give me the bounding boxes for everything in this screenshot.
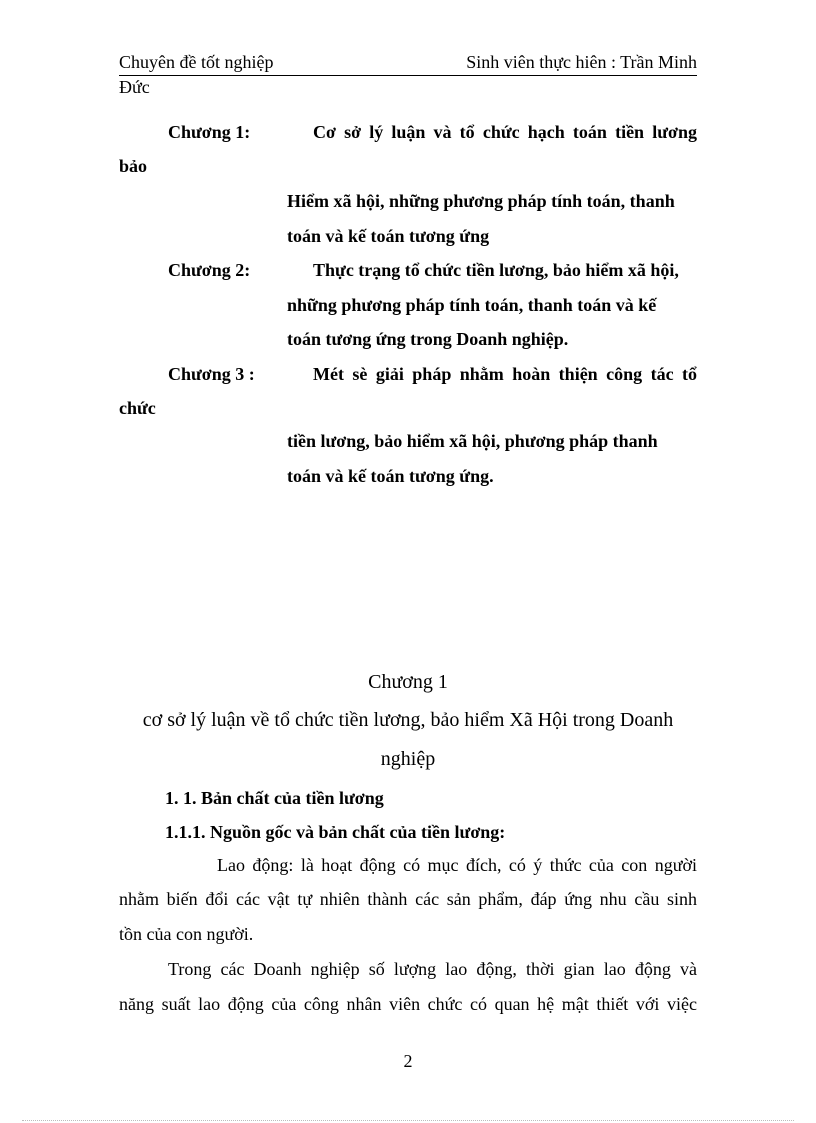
section-heading-1-1: 1. 1. Bản chất của tiền lương [165, 788, 384, 808]
paragraph-1-line-2: nhằm biến đổi các vật tự nhiên thành các sản phẩm, đáp ứng nhu cầu sinh [119, 889, 697, 909]
paragraph-1-line-1: Lao động: là hoạt động có mục đích, có ý thức của con người [217, 855, 697, 875]
outline-label-2: Chương 2: [168, 260, 251, 280]
section-heading-1-1-1: 1.1.1. Nguồn gốc và bản chất của tiền lương: [165, 822, 506, 842]
paragraph-1-line-3: tồn của con người. [119, 924, 254, 944]
outline-line-1a: Hiểm xã hội, những phương pháp tính toán, thanh [287, 191, 675, 211]
outline-first-line-2: Thực trạng tổ chức tiền lương, bảo hiểm xã hội, [313, 260, 679, 280]
outline-wrap-3: chức [119, 398, 156, 418]
outline-label-3: Chương 3 : [168, 364, 255, 384]
header-rule [119, 75, 697, 76]
outline-wrap-1: bảo [119, 156, 148, 176]
header-left: Chuyên đề tốt nghiệp [119, 52, 274, 72]
chapter-number: Chương 1 [368, 671, 448, 693]
paragraph-2-line-2: năng suất lao động của công nhân viên chức có quan hệ mật thiết với việc [119, 994, 697, 1014]
outline-line-1b: toán và kế toán tương ứng [287, 226, 490, 246]
chapter-title-line2: nghiệp [380, 748, 436, 770]
header-right: Sinh viên thực hiên : Trần Minh [466, 52, 697, 72]
header-continued: Đức [119, 77, 150, 97]
outline-label-1: Chương 1: [168, 122, 251, 142]
outline-line-2b: toán tương ứng trong Doanh nghiệp. [287, 329, 569, 349]
outline-first-line-1: Cơ sở lý luận và tổ chức hạch toán tiền lương [313, 122, 697, 142]
chapter-title-line1: cơ sở lý luận về tổ chức tiền lương, bảo hiểm Xã Hội trong Doanh [142, 709, 674, 731]
page-number: 2 [403, 1051, 413, 1071]
outline-line-3b: toán và kế toán tương ứng. [287, 466, 494, 486]
outline-line-2a: những phương pháp tính toán, thanh toán và kế [287, 295, 657, 315]
outline-line-3a: tiền lương, bảo hiểm xã hội, phương pháp thanh [287, 431, 658, 451]
outline-first-line-3: Mét sè giải pháp nhằm hoàn thiện công tác tổ [313, 364, 697, 384]
paragraph-2-line-1: Trong các Doanh nghiệp số lượng lao động, thời gian lao động và [168, 959, 697, 979]
page-bottom-separator [22, 1120, 794, 1121]
